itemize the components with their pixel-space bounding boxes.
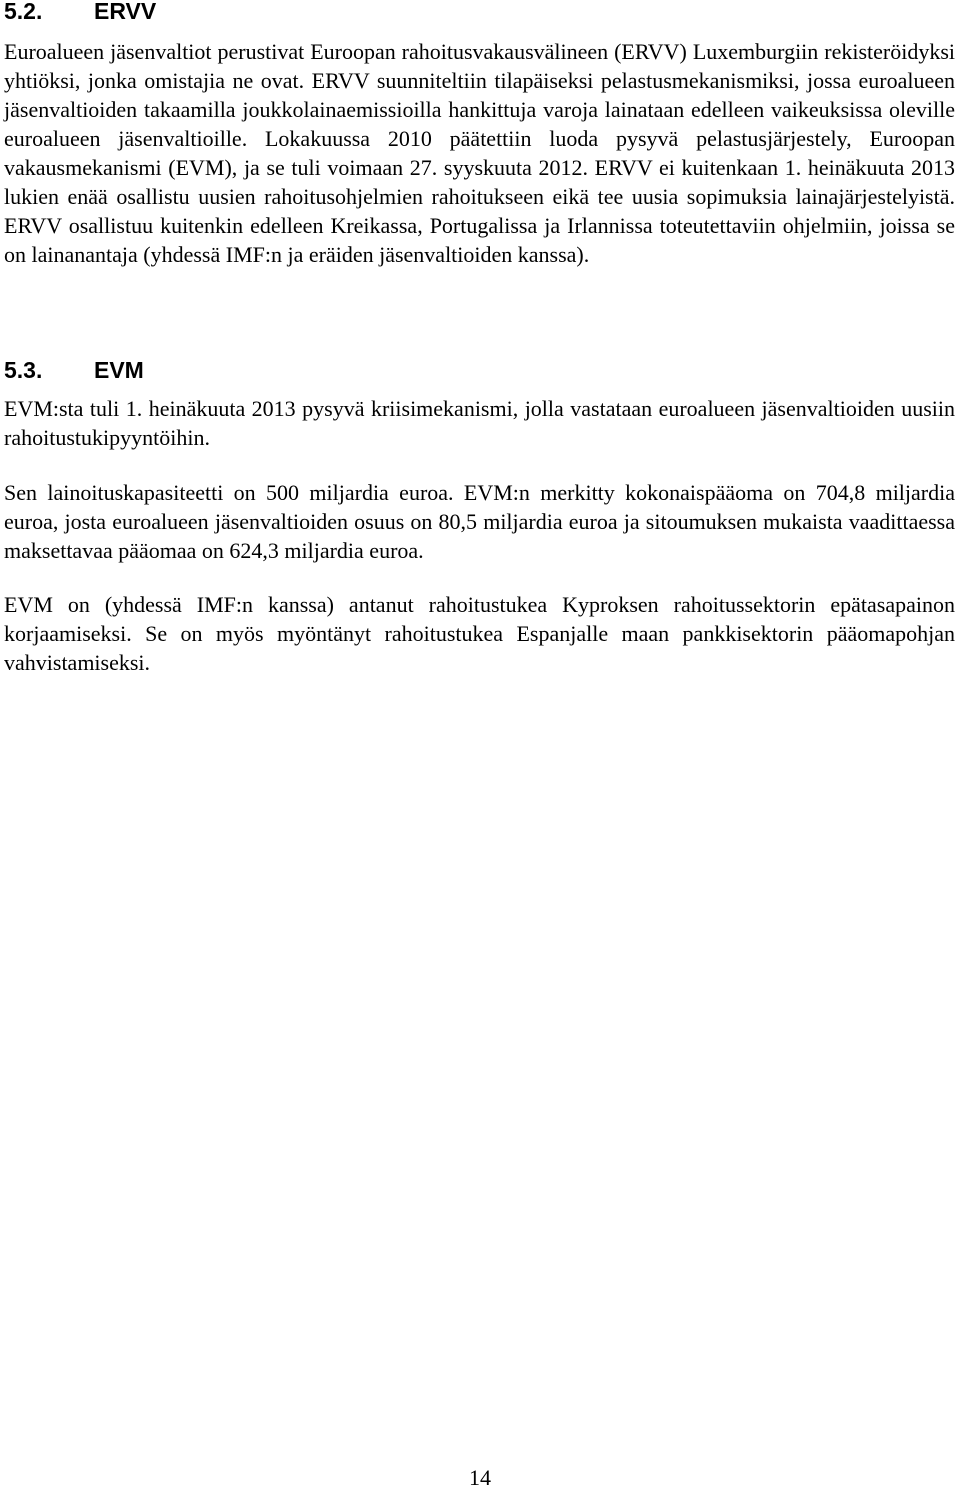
section-number: 5.3.	[4, 357, 43, 383]
section-number: 5.2.	[4, 0, 43, 24]
ervv-paragraph: Euroalueen jäsenvaltiot perustivat Euroopan rahoitusvakausvälineen (ERVV) Luxemburgiin rekisteröidyksi yhtiöksi, jonka omistajia ne ovat. ERVV suunniteltiin tilapäiseksi pelastusmekanismiksi, jossa euroalueen jäsenvaltioiden takaamilla joukkolainaemissioilla hankittuja varoja lainataan edelleen vaikeuksissa oleville euroalueen jäsenvaltioille. Lokakuussa 2010 päätettiin luoda pysyvä pelastusjärjestely, Euroopan vakausmekanismi (EVM), ja se tuli voimaan 27. syyskuuta 2012. ERVV ei kuitenkaan 1. heinäkuuta 2013 lukien enää osallistu uusien rahoitusohjelmien rahoitukseen eikä tee uusia sopimuksia lainajärjestelyistä. ERVV osallistuu kuitenkin edelleen Kreikassa, Portugalissa ja Irlannissa toteutettaviin ohjelmiin, joissa se on lainanantaja (yhdessä IMF:n ja eräiden jäsenvaltioiden kanssa).	[4, 39, 955, 267]
page-number: 14	[469, 1465, 491, 1490]
evm-paragraph-1: EVM:sta tuli 1. heinäkuuta 2013 pysyvä kriisimekanismi, jolla vastataan euroalueen jäsenvaltioiden uusiin rahoitustukipyyntöihin.	[4, 396, 955, 450]
section-heading-evm	[4, 357, 144, 383]
evm-paragraph-3: EVM on (yhdessä IMF:n kanssa) antanut rahoitustukea Kyproksen rahoitussektorin epätasapainon korjaamiseksi. Se on myös myöntänyt rahoitustukea Espanjalle maan pankkisektorin pääomapohjan vahvistamiseksi.	[4, 592, 955, 675]
section-title: EVM	[94, 357, 144, 383]
evm-paragraph-2: Sen lainoituskapasiteetti on 500 miljardia euroa. EVM:n merkitty kokonaispääoma on 704,8 miljardia euroa, josta euroalueen jäsenvaltioiden osuus on 80,5 miljardia euroa ja sitoumuksen mukaista vaadittaessa maksettavaa pääomaa on 624,3 miljardia euroa.	[4, 480, 955, 563]
section-title: ERVV	[94, 0, 157, 24]
section-heading-ervv	[4, 0, 156, 24]
